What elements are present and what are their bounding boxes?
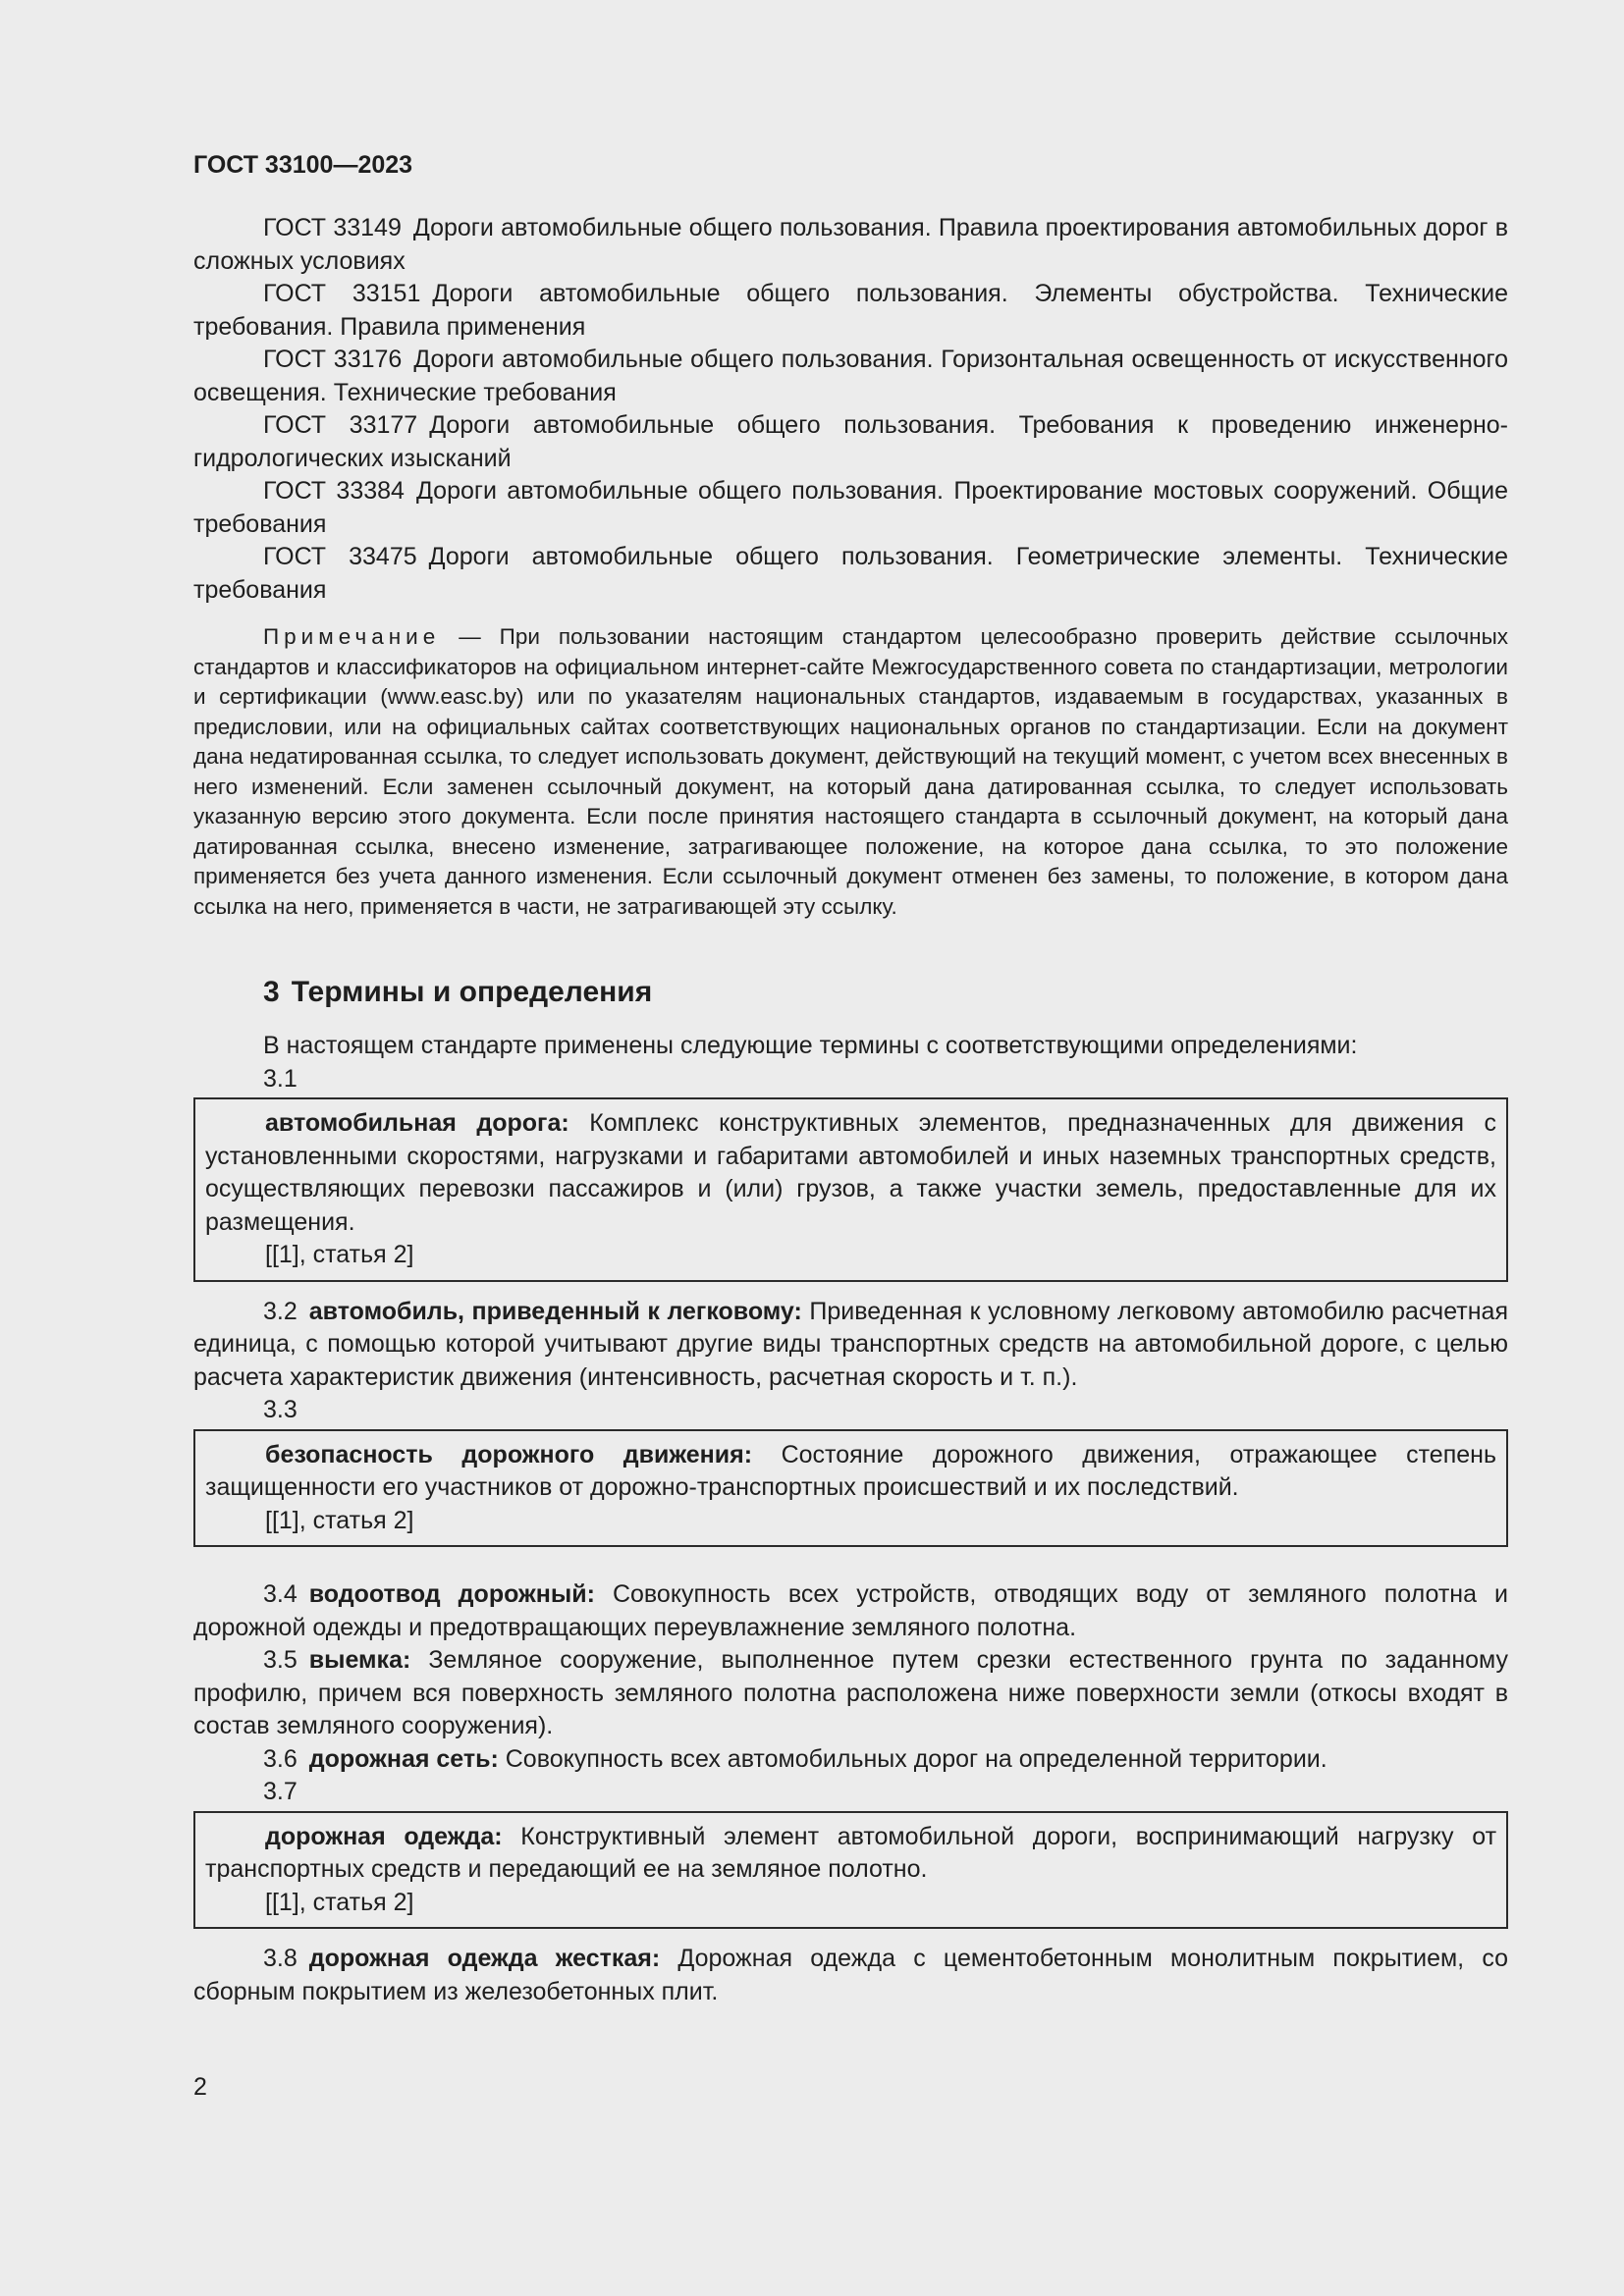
reference-item — [193, 278, 1508, 344]
term-name: автомобиль, приведенный к легковому: — [308, 1297, 802, 1325]
reference-title: Дороги автомобильные общего пользования. Требования к проведению инженерно-гидрологических изысканий — [193, 411, 1508, 472]
reference-code: ГОСТ 33151 — [263, 280, 421, 307]
term-number: 3.1 — [263, 1064, 298, 1093]
term-number: 3.2 — [263, 1297, 298, 1325]
term-text: Приведенная к условному легковому автомобилю расчетная единица, с помощью которой учитывают другие виды транспортных средств на автомобильной дороге, с целью расчета характеристик движения (интенсивность, расчетная скорость и т. п.). — [193, 1297, 1508, 1391]
term-name: водоотвод дорожный: — [308, 1580, 595, 1608]
term-source: [[1], статья 2] — [265, 1241, 414, 1268]
term-number: 3.6 — [263, 1744, 298, 1773]
term-definition — [205, 1439, 1496, 1505]
reference-title: Дороги автомобильные общего пользования. Геометрические элементы. Технические требования — [193, 543, 1508, 604]
page-content — [193, 145, 1508, 2008]
term-text: Конструктивный элемент автомобильной дороги, воспринимающий нагрузку от транспортных средств и передающий ее на земляное полотно. — [205, 1822, 1497, 1883]
reference-item — [193, 212, 1508, 278]
reference-title: Дороги автомобильные общего пользования. Правила проектирования автомобильных дорог в сложных условиях — [193, 214, 1509, 275]
reference-code: ГОСТ 33177 — [263, 411, 418, 439]
section-number: 3 — [263, 976, 280, 1008]
term-name: дорожная одежда жесткая: — [308, 1945, 661, 1972]
term-name: дорожная сеть: — [308, 1744, 499, 1773]
term-definition — [205, 1107, 1496, 1239]
term-text: Дорожная одежда с цементобетонным монолитным покрытием, со сборным покрытием из железобетонных плит. — [193, 1945, 1509, 2005]
term-name: безопасность дорожного движения: — [265, 1440, 753, 1468]
term-source: [[1], статья 2] — [265, 1888, 414, 1916]
term-number: 3.8 — [263, 1945, 298, 1972]
reference-code: ГОСТ 33176 — [263, 346, 403, 373]
reference-item — [193, 475, 1508, 541]
reference-item — [193, 409, 1508, 475]
note-text: — При пользовании настоящим стандартом целесообразно проверить действие ссылочных стандартов и классификаторов на официальном интернет-сайте Межгосударственного совета по стандартизации, метрологии и сертификации (www.easc.by) или по указателям национальных стандартов, издаваемым в государствах, указанных в предисловии, или на официальных сайтах соответствующих национальных органов по стандартизации. Если на документ дана недатированная ссылка, то следует использовать документ, действующий на текущий момент, с учетом всех внесенных в него изменений. Если заменен ссылочный документ, на который дана датированная ссылка, то следует использовать указанную версию этого документа. Если после принятия настоящего стандарта в ссылочный документ, на который дана датированная ссылка, внесено изменение, затрагивающее положение, на которое дана ссылка, то это положение применяется без учета данного изменения. Если ссылочный документ отменен без замены, то положение, в котором дана ссылка на него, применяется в части, не затрагивающей эту ссылку. — [193, 624, 1508, 919]
term-name: выемка: — [308, 1646, 411, 1674]
reference-item — [193, 344, 1508, 409]
reference-title: Дороги автомобильные общего пользования. Горизонтальная освещенность от искусственного освещения. Технические требования — [193, 346, 1508, 406]
term-definition — [193, 1743, 1508, 1777]
quoted-definition-box — [193, 1429, 1508, 1548]
term-text: Комплекс конструктивных элементов, предназначенных для движения с установленными скоростями, нагрузками и габаритами автомобилей и иных наземных транспортных средств, осуществляющих перевозки пассажиров и (или) грузов, а также участки земель, предоставленные для их размещения. — [205, 1109, 1497, 1236]
term-name: автомобильная дорога: — [265, 1109, 569, 1137]
section-title: Термины и определения — [291, 976, 653, 1008]
section-intro: В настоящем стандарте применены следующие термины с соответствующими определениями: — [263, 1032, 1358, 1059]
note-label: Примечание — [263, 624, 441, 649]
document-header: ГОСТ 33100—2023 — [193, 151, 413, 179]
term-name: дорожная одежда: — [265, 1822, 503, 1850]
term-definition — [193, 1943, 1508, 2008]
term-definition — [193, 1296, 1508, 1395]
term-text: Совокупность всех автомобильных дорог на определенной территории. — [505, 1744, 1327, 1773]
term-definition — [193, 1578, 1508, 1644]
quoted-definition-box — [193, 1811, 1508, 1930]
reference-code: ГОСТ 33384 — [263, 477, 405, 505]
term-definition — [205, 1821, 1496, 1887]
term-text: Состояние дорожного движения, отражающее степень защищенности его участников от дорожно-транспортных происшествий и их последствий. — [205, 1440, 1496, 1501]
reference-code: ГОСТ 33149 — [263, 214, 402, 241]
term-number: 3.5 — [263, 1646, 298, 1674]
reference-list — [193, 212, 1508, 607]
quoted-definition-box — [193, 1097, 1508, 1282]
section-heading — [193, 973, 1508, 1012]
reference-title: Дороги автомобильные общего пользования. Элементы обустройства. Технические требования. Правила применения — [193, 280, 1508, 341]
term-definition — [193, 1644, 1508, 1743]
term-number: 3.7 — [263, 1778, 298, 1805]
term-number: 3.4 — [263, 1580, 298, 1608]
note-paragraph — [193, 622, 1508, 922]
reference-title: Дороги автомобильные общего пользования. Проектирование мостовых сооружений. Общие требования — [193, 477, 1508, 538]
term-text: Совокупность всех устройств, отводящих воду от земляного полотна и дорожной одежды и предотвращающих переувлажнение земляного полотна. — [193, 1580, 1509, 1641]
reference-code: ГОСТ 33475 — [263, 543, 417, 570]
term-number: 3.3 — [263, 1396, 298, 1423]
term-source: [[1], статья 2] — [265, 1506, 414, 1534]
reference-item — [193, 541, 1508, 607]
term-text: Земляное сооружение, выполненное путем срезки естественного грунта по заданному профилю, причем вся поверхность земляного полотна расположена ниже поверхности земли (откосы входят в состав земляного сооружения). — [193, 1646, 1508, 1739]
page-number: 2 — [193, 2073, 207, 2101]
